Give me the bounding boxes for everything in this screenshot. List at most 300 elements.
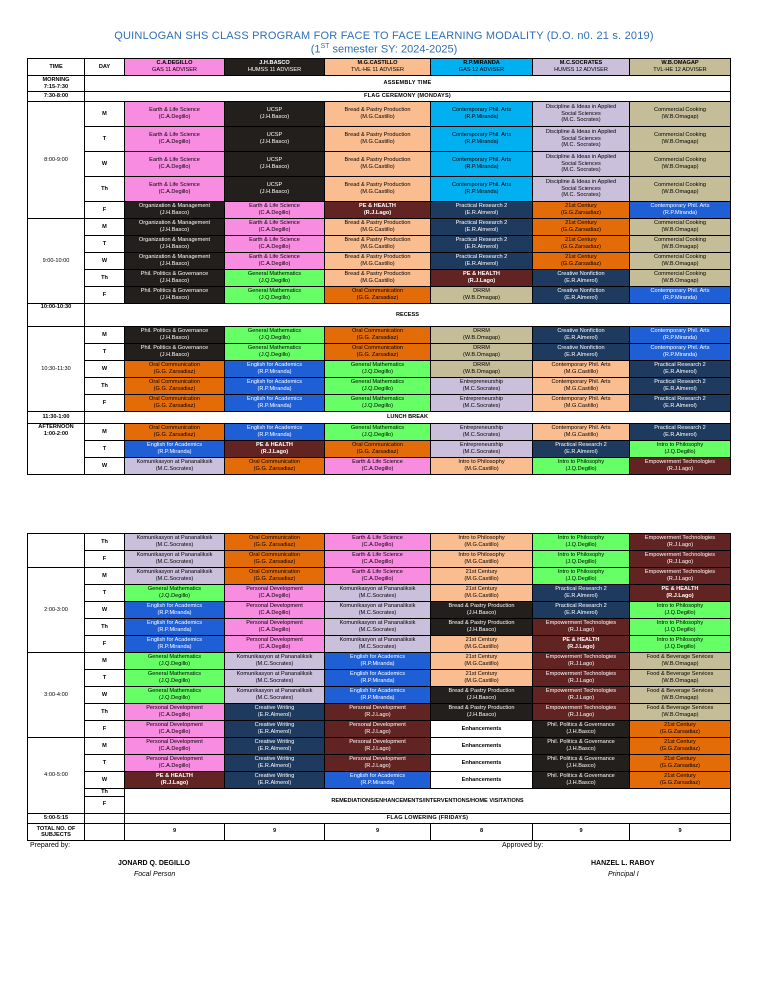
subject-name: Komunikasyon at Pananaliksik	[136, 459, 213, 466]
subject-name: English for Academics	[246, 362, 303, 369]
subject-detail: (J.H.Basco)	[159, 261, 190, 267]
subject-detail: (R.J.Lago)	[666, 593, 694, 599]
teacher-role: TVL-HE 12 ADVISER	[653, 67, 707, 73]
schedule-cell	[533, 568, 630, 585]
subject-detail: (M.G.Castillo)	[360, 114, 395, 120]
schedule-cell	[630, 551, 731, 568]
schedule-cell	[125, 670, 225, 687]
schedule-cell	[630, 738, 731, 755]
subject-name: Bread & Pastry Production	[344, 254, 411, 261]
subject-detail: (G.G. Zarsadiaz)	[356, 352, 399, 358]
subject-detail: (C.A.Degillo)	[361, 466, 394, 472]
schedule-cell	[431, 772, 533, 789]
subject-detail: (J.H.Basco)	[566, 763, 596, 769]
subject-name: General Mathematics	[147, 671, 202, 678]
subject-name: Discipline & Ideas in Applied	[545, 179, 617, 186]
subject-detail: (R.J.Lago)	[567, 712, 595, 718]
subject-detail: (M.C.Socrates)	[358, 610, 397, 616]
subject-detail: (C.A.Degillo)	[258, 244, 291, 250]
subject-name: 21st Century	[565, 237, 597, 244]
subject-detail: (R.J.Lago)	[364, 729, 391, 735]
lunch-banner: LUNCH BREAK	[85, 412, 731, 424]
subject-detail: (R.P.Miranda)	[662, 295, 698, 301]
subject-detail: (J.H.Basco)	[159, 352, 190, 358]
schedule-cell	[125, 424, 225, 441]
schedule-cell	[325, 236, 431, 253]
schedule-cell	[325, 344, 431, 361]
schedule-cell	[431, 378, 533, 395]
schedule-cell	[325, 534, 431, 551]
schedule-cell	[630, 219, 731, 236]
subject-detail: (W.B.Omagap)	[661, 261, 699, 267]
subject-name: Bread & Pastry Production	[344, 107, 411, 114]
subject-name: Practical Research 2	[455, 203, 508, 210]
subject-name: Contemporary Phil. Arts	[451, 132, 512, 139]
day-label: M	[85, 653, 125, 670]
schedule-cell	[225, 653, 325, 670]
subject-detail: (J.Q.Degillo)	[361, 386, 394, 392]
day-label: M	[85, 568, 125, 585]
subject-name: Bread & Pastry Production	[448, 688, 515, 695]
day-label: W	[85, 361, 125, 378]
teacher-name: M.C.SOCRATES	[559, 60, 603, 67]
subject-name: Contemporary Phil. Arts	[650, 345, 710, 352]
schedule-cell	[533, 772, 630, 789]
schedule-cell	[125, 327, 225, 344]
time-slot: 9:00-10:00	[28, 219, 85, 304]
subject-name: Enhancements	[461, 776, 502, 783]
schedule-cell	[533, 378, 630, 395]
schedule-cell	[431, 755, 533, 772]
subject-detail: (R.P.Miranda)	[257, 403, 292, 409]
subject-name: Food & Beverage Services	[646, 705, 714, 712]
teacher-name: M.G.CASTILLO	[357, 60, 398, 67]
schedule-cell	[630, 721, 731, 738]
subject-detail: (M.G.Castillo)	[563, 403, 599, 409]
schedule-cell	[533, 102, 630, 127]
subject-name: Earth & Life Science	[249, 254, 300, 261]
subject-detail: (R.J.Lago)	[567, 661, 595, 667]
subject-detail: (C.A.Degillo)	[258, 261, 291, 267]
schedule-cell	[125, 602, 225, 619]
day-label: F	[85, 202, 125, 219]
day-label: T	[85, 127, 125, 152]
subject-detail: (M.G.Castillo)	[360, 278, 395, 284]
schedule-cell	[431, 721, 533, 738]
schedule-cell	[125, 636, 225, 653]
subject-detail: (C.A.Degillo)	[158, 189, 191, 195]
subject-name: Intro to Philosophy	[656, 620, 704, 627]
schedule-row	[28, 270, 731, 287]
schedule-cell	[533, 202, 630, 219]
subject-detail: (R.P.Miranda)	[157, 627, 192, 633]
subject-name: Empowerment Technologies	[644, 459, 716, 466]
assembly-banner: ASSEMBLY TIME	[85, 76, 731, 92]
schedule-cell	[325, 253, 431, 270]
subject-name: Organization & Management	[138, 220, 211, 227]
subject-name: Intro to Philosophy	[458, 552, 505, 559]
subject-name: English for Academics	[146, 637, 203, 644]
day-label: Th	[85, 619, 125, 636]
schedule-cell	[630, 287, 731, 304]
schedule-cell	[325, 568, 431, 585]
subject-detail: (M.C. Socrates)	[561, 192, 601, 199]
subject-detail: (M.G.Castillo)	[464, 576, 499, 582]
subject-detail: (E.R.Almerol)	[564, 449, 598, 455]
day-label: Th	[85, 789, 125, 797]
empty-day	[85, 813, 125, 823]
subject-detail: (R.J.Lago)	[666, 576, 694, 582]
schedule-cell	[225, 551, 325, 568]
subject-detail: (R.P.Miranda)	[360, 780, 395, 786]
subject-detail: (M.G.Castillo)	[464, 644, 499, 650]
day-label: F	[85, 287, 125, 304]
schedule-cell	[431, 236, 533, 253]
subject-name: 21st Century	[565, 220, 597, 227]
schedule-cell	[325, 585, 431, 602]
teacher-role: HUMSS 11 ADVISER	[247, 67, 302, 73]
schedule-cell	[125, 287, 225, 304]
subject-name: Intro to Philosophy	[656, 442, 704, 449]
subject-name: Practical Research 2	[654, 425, 706, 432]
subject-detail: (M.C.Socrates)	[462, 403, 501, 409]
subject-name: Phil. Politics & Governance	[547, 773, 615, 780]
recess-banner: RECESS	[85, 304, 731, 327]
subject-detail: (J.H.Basco)	[159, 278, 190, 284]
subject-name: Intro to Philosophy	[557, 552, 605, 559]
subject-detail: (M.C. Socrates)	[561, 167, 601, 174]
subject-name: Commercial Cooking	[654, 182, 706, 189]
page-subtitle: (1ST semester SY: 2024-2025)	[310, 43, 458, 56]
subject-detail: (W.B.Omagap)	[661, 278, 699, 284]
schedule-cell	[125, 721, 225, 738]
subject-detail: (J.Q.Degillo)	[258, 335, 291, 341]
day-label: T	[85, 344, 125, 361]
time-slot: 4:00-5:00	[28, 738, 85, 814]
subject-name: Oral Communication	[149, 425, 200, 432]
schedule-row	[28, 236, 731, 253]
subject-name: Enhancements	[461, 759, 502, 766]
subject-name: General Mathematics	[147, 654, 202, 661]
subject-name: Contemporary Phil. Arts	[451, 107, 512, 114]
schedule-row	[28, 772, 731, 789]
subject-detail: (J.H.Basco)	[159, 244, 190, 250]
schedule-cell	[533, 458, 630, 475]
subject-detail: (J.Q.Degillo)	[361, 432, 394, 438]
subject-detail: (C.A.Degillo)	[158, 729, 191, 735]
subject-name: Commercial Cooking	[654, 132, 706, 139]
subject-detail: (R.P.Miranda)	[257, 432, 292, 438]
subject-detail: (R.P.Miranda)	[662, 335, 698, 341]
subject-count: 9	[225, 823, 325, 840]
subject-detail: (G.G. Zarsadiaz)	[356, 449, 399, 455]
schedule-cell	[325, 378, 431, 395]
schedule-cell	[125, 361, 225, 378]
day-label: Th	[85, 534, 125, 551]
subject-name: 21st Century	[664, 722, 696, 729]
subject-name: Discipline & Ideas in Applied	[545, 104, 617, 111]
subject-name: Empowerment Technologies	[644, 535, 716, 542]
subject-name: Intro to Philosophy	[656, 603, 704, 610]
totals-row	[28, 823, 731, 840]
subject-name: Personal Development	[146, 739, 203, 746]
schedule-cell	[533, 395, 630, 412]
schedule-cell	[325, 102, 431, 127]
subject-name: Personal Development	[146, 756, 203, 763]
day-label: T	[85, 755, 125, 772]
subject-detail: (E.R.Almerol)	[663, 369, 697, 375]
subject-detail: (G.G.Zarsadiaz)	[560, 244, 602, 250]
subject-name: Creative Writing	[254, 705, 295, 712]
subject-detail: (R.J.Lago)	[666, 559, 694, 565]
lowering-time: 5:00-5:15	[28, 813, 85, 823]
subject-detail: (J.H.Basco)	[466, 627, 497, 633]
subject-detail: (W.B.Omagap)	[463, 369, 500, 375]
schedule-cell	[630, 687, 731, 704]
schedule-cell	[630, 636, 731, 653]
subject-detail: (R.J.Lago)	[567, 695, 595, 701]
schedule-row	[28, 534, 731, 551]
subject-detail: (M.G.Castillo)	[360, 244, 395, 250]
subject-detail: (J.Q.Degillo)	[158, 695, 191, 701]
subject-detail: (W.B.Omagap)	[463, 335, 500, 341]
subject-detail: (R.J.Lago)	[364, 712, 391, 718]
prepared-by-label: Prepared by:	[30, 842, 71, 849]
schedule-cell	[630, 602, 731, 619]
subject-count: 9	[325, 823, 431, 840]
subject-name: Intro to Philosophy	[656, 637, 704, 644]
subject-detail: (W.B.Omagap)	[661, 164, 699, 170]
day-label: M	[85, 424, 125, 441]
subject-name: Food & Beverage Services	[646, 671, 714, 678]
schedule-cell	[431, 219, 533, 236]
subject-detail: (J.H.Basco)	[259, 164, 290, 170]
subject-detail: (C.A.Degillo)	[258, 227, 291, 233]
day-label: W	[85, 152, 125, 177]
subject-name: Empowerment Technologies	[545, 705, 617, 712]
schedule-row	[28, 458, 731, 475]
subject-detail: (E.R.Almerol)	[564, 295, 598, 301]
preparer-name: JONARD Q. DEGILLO	[118, 860, 190, 867]
schedule-row	[28, 219, 731, 236]
schedule-cell	[325, 704, 431, 721]
teacher-header	[325, 59, 431, 76]
subject-name: Earth & Life Science	[149, 107, 200, 114]
subject-name: Personal Development	[349, 739, 406, 746]
schedule-cell	[533, 270, 630, 287]
schedule-cell	[630, 458, 731, 475]
subject-name: Creative Nonfiction	[557, 288, 605, 295]
schedule-cell	[533, 344, 630, 361]
subject-name: Bread & Pastry Production	[344, 182, 411, 189]
subject-name: Intro to Philosophy	[458, 459, 505, 466]
schedule-cell	[325, 127, 431, 152]
day-label: W	[85, 602, 125, 619]
subject-name: Commercial Cooking	[654, 107, 706, 114]
subject-detail: (C.A.Degillo)	[158, 114, 191, 120]
schedule-cell	[533, 441, 630, 458]
subject-name: Enhancements	[461, 742, 502, 749]
subject-name: Phil. Politics & Governance	[547, 722, 615, 729]
schedule-cell	[533, 551, 630, 568]
subject-detail: (G.G. Zarsadiaz)	[153, 403, 196, 409]
teacher-header	[533, 59, 630, 76]
schedule-cell	[431, 441, 533, 458]
schedule-cell	[125, 619, 225, 636]
subject-name: Earth & Life Science	[352, 459, 403, 466]
schedule-cell	[431, 327, 533, 344]
schedule-cell	[125, 585, 225, 602]
schedule-cell	[125, 253, 225, 270]
subject-detail: (R.J.Lago)	[467, 278, 496, 284]
subject-count: 9	[533, 823, 630, 840]
subject-name: Komunikasyon at Pananaliksik	[136, 552, 213, 559]
subject-detail: (R.J.Lago)	[567, 627, 595, 633]
schedule-cell	[225, 219, 325, 236]
day-label: T	[85, 585, 125, 602]
schedule-cell	[325, 653, 431, 670]
teacher-role: TVL-HE 11 ADVISER	[350, 67, 405, 73]
subject-detail: Social Sciences	[561, 160, 601, 167]
schedule-cell	[630, 102, 731, 127]
subject-detail: (C.A.Degillo)	[158, 712, 191, 718]
teacher-role: HUMSS 12 ADVISER	[554, 67, 608, 73]
schedule-cell	[533, 602, 630, 619]
subject-detail: (J.H.Basco)	[159, 227, 190, 233]
day-label: F	[85, 721, 125, 738]
schedule-cell	[431, 568, 533, 585]
subject-detail: (J.H.Basco)	[566, 780, 596, 786]
teacher-header	[225, 59, 325, 76]
subject-name: Komunikasyon at Pananaliksik	[236, 654, 313, 661]
day-label: M	[85, 738, 125, 755]
teacher-name: J.H.BASCO	[259, 60, 290, 67]
schedule-cell	[533, 755, 630, 772]
schedule-cell	[225, 177, 325, 202]
schedule-cell	[431, 619, 533, 636]
schedule-cell	[225, 253, 325, 270]
subject-detail: Social Sciences	[561, 135, 601, 142]
time-slot: AFTERNOON 1:00-2:00	[28, 424, 85, 475]
subject-detail: (C.A.Degillo)	[258, 210, 291, 216]
schedule-cell	[225, 721, 325, 738]
subject-detail: (C.A.Degillo)	[158, 164, 191, 170]
subject-detail: (G.G. Zarsadiaz)	[356, 295, 399, 301]
subject-name: Creative Writing	[254, 739, 295, 746]
subject-name: Entrepreneurship	[460, 379, 503, 386]
subject-detail: (C.A.Degillo)	[158, 746, 191, 752]
teacher-name: C.A.DEGILLO	[156, 60, 193, 67]
schedule-cell	[325, 602, 431, 619]
schedule-cell	[431, 704, 533, 721]
schedule-row	[28, 721, 731, 738]
subject-name: Empowerment Technologies	[545, 671, 617, 678]
schedule-row	[28, 378, 731, 395]
schedule-cell	[225, 378, 325, 395]
subject-detail: (J.Q.Degillo)	[158, 678, 191, 684]
schedule-cell	[431, 102, 533, 127]
schedule-cell	[630, 361, 731, 378]
schedule-cell	[533, 585, 630, 602]
day-label: F	[85, 551, 125, 568]
schedule-cell	[325, 361, 431, 378]
schedule-cell	[431, 287, 533, 304]
schedule-cell	[630, 424, 731, 441]
schedule-cell	[125, 551, 225, 568]
subject-name: PE & HEALTH	[463, 271, 500, 278]
subject-detail: (R.P.Miranda)	[464, 164, 499, 170]
schedule-cell	[431, 551, 533, 568]
subject-detail: (R.P.Miranda)	[257, 369, 292, 375]
day-label: F	[85, 636, 125, 653]
subject-name: 21st Century	[465, 569, 498, 576]
subject-name: Bread & Pastry Production	[344, 237, 411, 244]
schedule-row	[28, 602, 731, 619]
schedule-cell	[431, 395, 533, 412]
schedule-cell	[225, 270, 325, 287]
schedule-cell	[125, 458, 225, 475]
schedule-cell	[225, 772, 325, 789]
subject-name: Organization & Management	[138, 254, 211, 261]
subject-detail: (E.R.Almerol)	[663, 432, 697, 438]
day-header: DAY	[85, 59, 125, 76]
subject-name: General Mathematics	[147, 586, 202, 593]
subject-name: Contemporary Phil. Arts	[551, 379, 611, 386]
schedule-cell	[125, 687, 225, 704]
schedule-row	[28, 395, 731, 412]
schedule-cell	[630, 327, 731, 344]
schedule-cell	[125, 534, 225, 551]
subject-name: 21st Century	[465, 637, 498, 644]
schedule-cell	[325, 772, 431, 789]
schedule-cell	[431, 458, 533, 475]
subject-name: Oral Communication	[249, 535, 300, 542]
subject-name: Empowerment Technologies	[545, 688, 617, 695]
schedule-cell	[431, 738, 533, 755]
schedule-cell	[125, 202, 225, 219]
subject-name: English for Academics	[146, 620, 203, 627]
day-label: Th	[85, 378, 125, 395]
subject-detail: (E.R.Almerol)	[564, 610, 598, 616]
subject-name: Oral Communication	[249, 552, 300, 559]
teacher-name: R.P.MIRANDA	[463, 60, 500, 67]
subject-name: English for Academics	[146, 442, 203, 449]
day-label: M	[85, 327, 125, 344]
subject-detail: (W.B.Omagap)	[661, 678, 699, 684]
subject-name: Komunikasyon at Pananaliksik	[236, 688, 313, 695]
subject-detail: (J.H.Basco)	[159, 295, 190, 301]
subject-detail: (R.P.Miranda)	[157, 610, 192, 616]
subject-detail: (M.G.Castillo)	[464, 559, 499, 565]
schedule-cell	[225, 568, 325, 585]
subject-name: General Mathematics	[247, 345, 302, 352]
subject-detail: (R.P.Miranda)	[662, 352, 698, 358]
schedule-table-page-2	[27, 533, 731, 841]
subject-detail: (E.R.Almerol)	[564, 352, 598, 358]
subject-detail: (C.A.Degillo)	[258, 610, 291, 616]
time-slot: 2:00-3:00	[28, 568, 85, 653]
subject-detail: (M.G.Castillo)	[464, 678, 499, 684]
subject-name: Bread & Pastry Production	[344, 220, 411, 227]
subject-name: 21st Century	[565, 254, 597, 261]
subject-count: 8	[431, 823, 533, 840]
schedule-cell	[125, 653, 225, 670]
subject-name: English for Academics	[246, 396, 303, 403]
schedule-cell	[630, 619, 731, 636]
schedule-row	[28, 670, 731, 687]
schedule-cell	[431, 202, 533, 219]
day-label: Th	[85, 704, 125, 721]
